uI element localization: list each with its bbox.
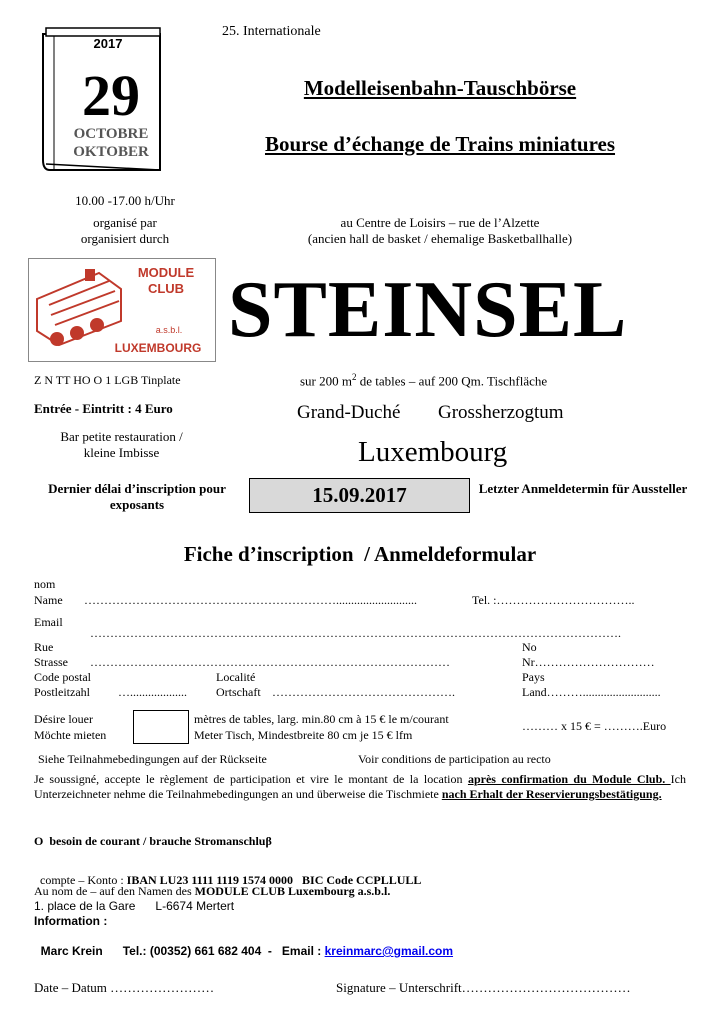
calendar-day: 29 [82, 63, 140, 128]
title-fr: Bourse d’échange de Trains miniatures [264, 132, 616, 156]
account-label: Au nom de – auf den Namen des [34, 884, 195, 898]
label-mochte-mieten: Möchte mieten [34, 728, 107, 742]
organizer-label-fr: organisé par [93, 215, 157, 230]
tables-desc-fr: mètres de tables, larg. min.80 cm à 15 € le m/courant [194, 712, 449, 726]
label-localite: Localité [216, 670, 256, 684]
area-suffix: de tables – auf 200 Qm. Tischfläche [356, 373, 548, 389]
entry-fee: Entrée - Eintritt : 4 Euro [34, 401, 173, 416]
town-title: STEINSEL [228, 266, 628, 354]
logo-line1: MODULE [137, 265, 195, 280]
bank-iban: IBAN LU23 1111 1119 1574 0000 BIC Code CCPLLULL [126, 873, 422, 887]
calendar-month-de: OKTOBER [73, 144, 149, 160]
venue-line1: au Centre de Loisirs – rue de l’Alzette [340, 215, 540, 230]
agreement-de-bold: nach Erhalt der Reservierungsbestätigung. [441, 787, 662, 801]
label-nom: nom [34, 577, 56, 591]
city-field[interactable]: ………………………………………. [272, 685, 455, 699]
label-strasse: Strasse [34, 655, 68, 669]
info-email-link[interactable]: kreinmarc@gmail.com [324, 944, 454, 958]
label-rue: Rue [34, 640, 54, 654]
conditions-fr: Voir conditions de participation au recto [358, 752, 551, 766]
info-label: Information : [34, 914, 108, 928]
label-desire-louer: Désire louer [34, 712, 93, 726]
agreement-text [34, 772, 686, 802]
bar-line1: Bar petite restauration / [60, 429, 183, 444]
conditions-de: Siehe Teilnahmebedingungen auf der Rückseite [38, 752, 267, 766]
tel-field[interactable]: Tel. :…………………………….. [472, 593, 635, 607]
calendar-graphic [40, 20, 165, 180]
logo-line3: a.s.b.l. [155, 325, 183, 335]
agreement-fr-bold: après confirmation du Module Club. [467, 772, 671, 786]
house-number-field[interactable]: Nr………………………… [522, 655, 655, 669]
tables-desc-de: Meter Tisch, Mindestbreite 80 cm je 15 € lfm [194, 728, 413, 742]
opening-hours: 10.00 -17.00 h/Uhr [75, 193, 175, 208]
country-de: Grossherzogtum [438, 402, 564, 423]
price-calculation[interactable]: ……… x 15 € = ……….Euro [522, 719, 667, 733]
power-checkbox[interactable]: O besoin de courant / brauche Stromanschluβ [34, 834, 272, 848]
edition-label: 25. Internationale [222, 24, 321, 39]
label-no: No [522, 640, 537, 654]
street-field[interactable]: ……………………………………………………………………………… [90, 655, 450, 669]
calendar-month-fr: OCTOBRE [73, 126, 149, 142]
email-field[interactable]: ……………………………………………………………………………………………………………………. [90, 626, 621, 640]
label-ortschaft: Ortschaft [216, 685, 261, 699]
calendar-year: 2017 [93, 36, 123, 51]
signature-field[interactable]: Signature – Unterschrift………………………………… [336, 980, 631, 995]
label-email: Email [34, 615, 63, 629]
venue-line2: (ancien hall de basket / ehemalige Basketballhalle) [307, 231, 573, 246]
label-pays: Pays [522, 670, 545, 684]
label-name: Name [34, 593, 63, 607]
info-name: Marc Krein [40, 944, 103, 958]
country-name: Luxembourg [358, 436, 508, 468]
bar-line2: kleine Imbisse [83, 445, 160, 460]
title-de: Modelleisenbahn-Tauschbörse [303, 76, 577, 100]
date-field[interactable]: Date – Datum …………………… [34, 980, 215, 995]
deadline-label-fr: Dernier délai d’inscription pour exposants [48, 481, 226, 512]
table-length-input[interactable] [133, 710, 189, 744]
account-club: MODULE CLUB Luxembourg a.s.b.l. [194, 884, 391, 898]
agreement-fr: Je soussigné, accepte le règlement de participation et vire le montant de la location [34, 772, 468, 786]
club-address: 1. place de la Gare L-6674 Mertert [34, 899, 235, 913]
bank-label: compte – Konto : [40, 873, 127, 887]
info-tel: Tel.: (00352) 661 682 404 - Email : [122, 944, 325, 958]
logo-line4: LUXEMBOURG [114, 341, 202, 355]
postal-code-field[interactable]: …................... [118, 685, 187, 699]
label-code-postal: Code postal [34, 670, 91, 684]
deadline-label-de: Letzter Anmeldetermin für Aussteller [478, 481, 688, 496]
area-info [300, 372, 547, 389]
country-field[interactable]: Land……….......................... [522, 685, 661, 699]
form-title: Fiche d’inscription / Anmeldeformular [183, 542, 537, 566]
info-contact [34, 930, 453, 958]
account-holder [34, 884, 390, 899]
name-field[interactable]: ………………………………………………………........................... [84, 593, 417, 607]
agreement-de: Ich Unterzeichneter nehme die Teilnahmebedingungen an und überweise die Tischmiete [34, 772, 686, 801]
area-sup: 2 [352, 372, 357, 382]
organizer-label-de: organisiert durch [80, 231, 170, 246]
area-prefix: sur 200 m [300, 373, 352, 389]
gauges: Z N TT HO O 1 LGB Tinplate [34, 373, 181, 387]
deadline-date-box: 15.09.2017 [249, 478, 470, 513]
country-fr: Grand-Duché [297, 402, 401, 423]
module-club-logo [28, 258, 216, 362]
logo-line2: CLUB [147, 281, 185, 296]
label-postleitzahl: Postleitzahl [34, 685, 90, 699]
